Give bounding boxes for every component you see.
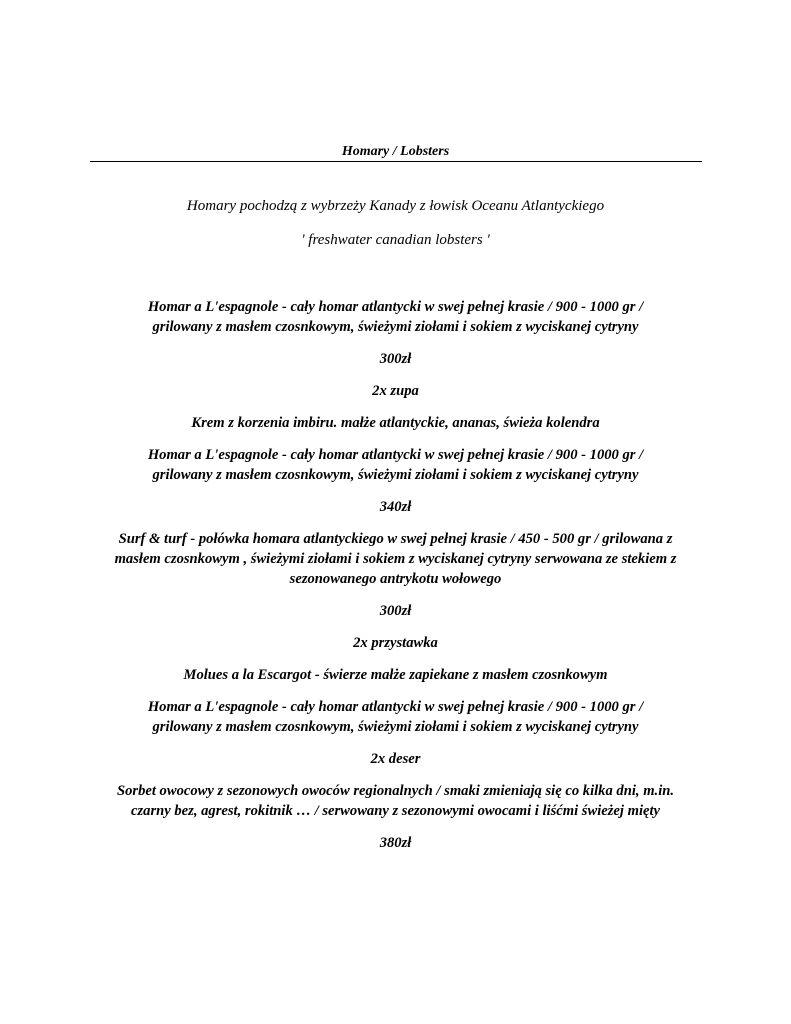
set2-starter: Molues a la Escargot - świerze małże zapiekane z masłem czosnkowym	[183, 667, 608, 683]
set2-main-line-1: Homar a L'espagnole - cały homar atlantycki w swej pełnej krasie / 900 - 1000 gr /	[147, 699, 644, 715]
surf-turf-line-3: sezonowanego antrykotu wołowego	[289, 571, 502, 587]
set1-soup-heading: 2x zupa	[372, 383, 419, 399]
set2-price: 380zł	[379, 835, 412, 851]
menu-item-homar-price: 300zł	[379, 351, 412, 367]
title-divider	[90, 161, 702, 162]
set2-dessert-heading: 2x deser	[370, 751, 421, 767]
menu-item-homar-line-2: grilowany z masłem czosnkowym, świeżymi ziołami i sokiem z wyciskanej cytryny	[152, 319, 639, 335]
set1-main-line-1: Homar a L'espagnole - cały homar atlantycki w swej pełnej krasie / 900 - 1000 gr /	[147, 447, 644, 463]
set1-price: 340zł	[379, 499, 412, 515]
set2-main-line-2: grilowany z masłem czosnkowym, świeżymi ziołami i sokiem z wyciskanej cytryny	[152, 719, 639, 735]
set2-dessert-line-2: czarny bez, agrest, rokitnik … / serwowany z sezonowymi owocami i liśćmi świeżej mięty	[130, 803, 661, 819]
surf-turf-line-2: masłem czosnkowym , świeżymi ziołami i sokiem z wyciskanej cytryny serwowana ze stekiem z	[114, 551, 677, 567]
menu-item-homar-line-1: Homar a L'espagnole - cały homar atlantycki w swej pełnej krasie / 900 - 1000 gr /	[147, 299, 644, 315]
set1-soup: Krem z korzenia imbiru. małże atlantyckie, ananas, świeża kolendra	[191, 415, 600, 431]
menu-list	[95, 297, 696, 865]
intro-subtitle: ' freshwater canadian lobsters '	[301, 232, 490, 248]
intro-origin: Homary pochodzą z wybrzeży Kanady z łowisk Oceanu Atlantyckiego	[186, 198, 605, 214]
set1-main-line-2: grilowany z masłem czosnkowym, świeżymi ziołami i sokiem z wyciskanej cytryny	[152, 467, 639, 483]
set2-dessert	[95, 781, 696, 821]
set2-starter-heading: 2x przystawka	[353, 635, 438, 651]
surf-turf-line-1: Surf & turf - połówka homara atlantyckiego w swej pełnej krasie / 450 - 500 gr / grilowana z	[118, 531, 673, 547]
surf-turf-price: 300zł	[379, 603, 412, 619]
set2-dessert-line-1: Sorbet owocowy z sezonowych owoców regionalnych / smaki zmieniają się co kilka dni, m.in.	[116, 783, 675, 799]
menu-item-homar	[95, 297, 696, 337]
menu-item-surf-turf	[95, 529, 696, 589]
set2-main	[95, 697, 696, 737]
page-title: Homary / Lobsters	[341, 144, 450, 159]
set1-main	[95, 445, 696, 485]
